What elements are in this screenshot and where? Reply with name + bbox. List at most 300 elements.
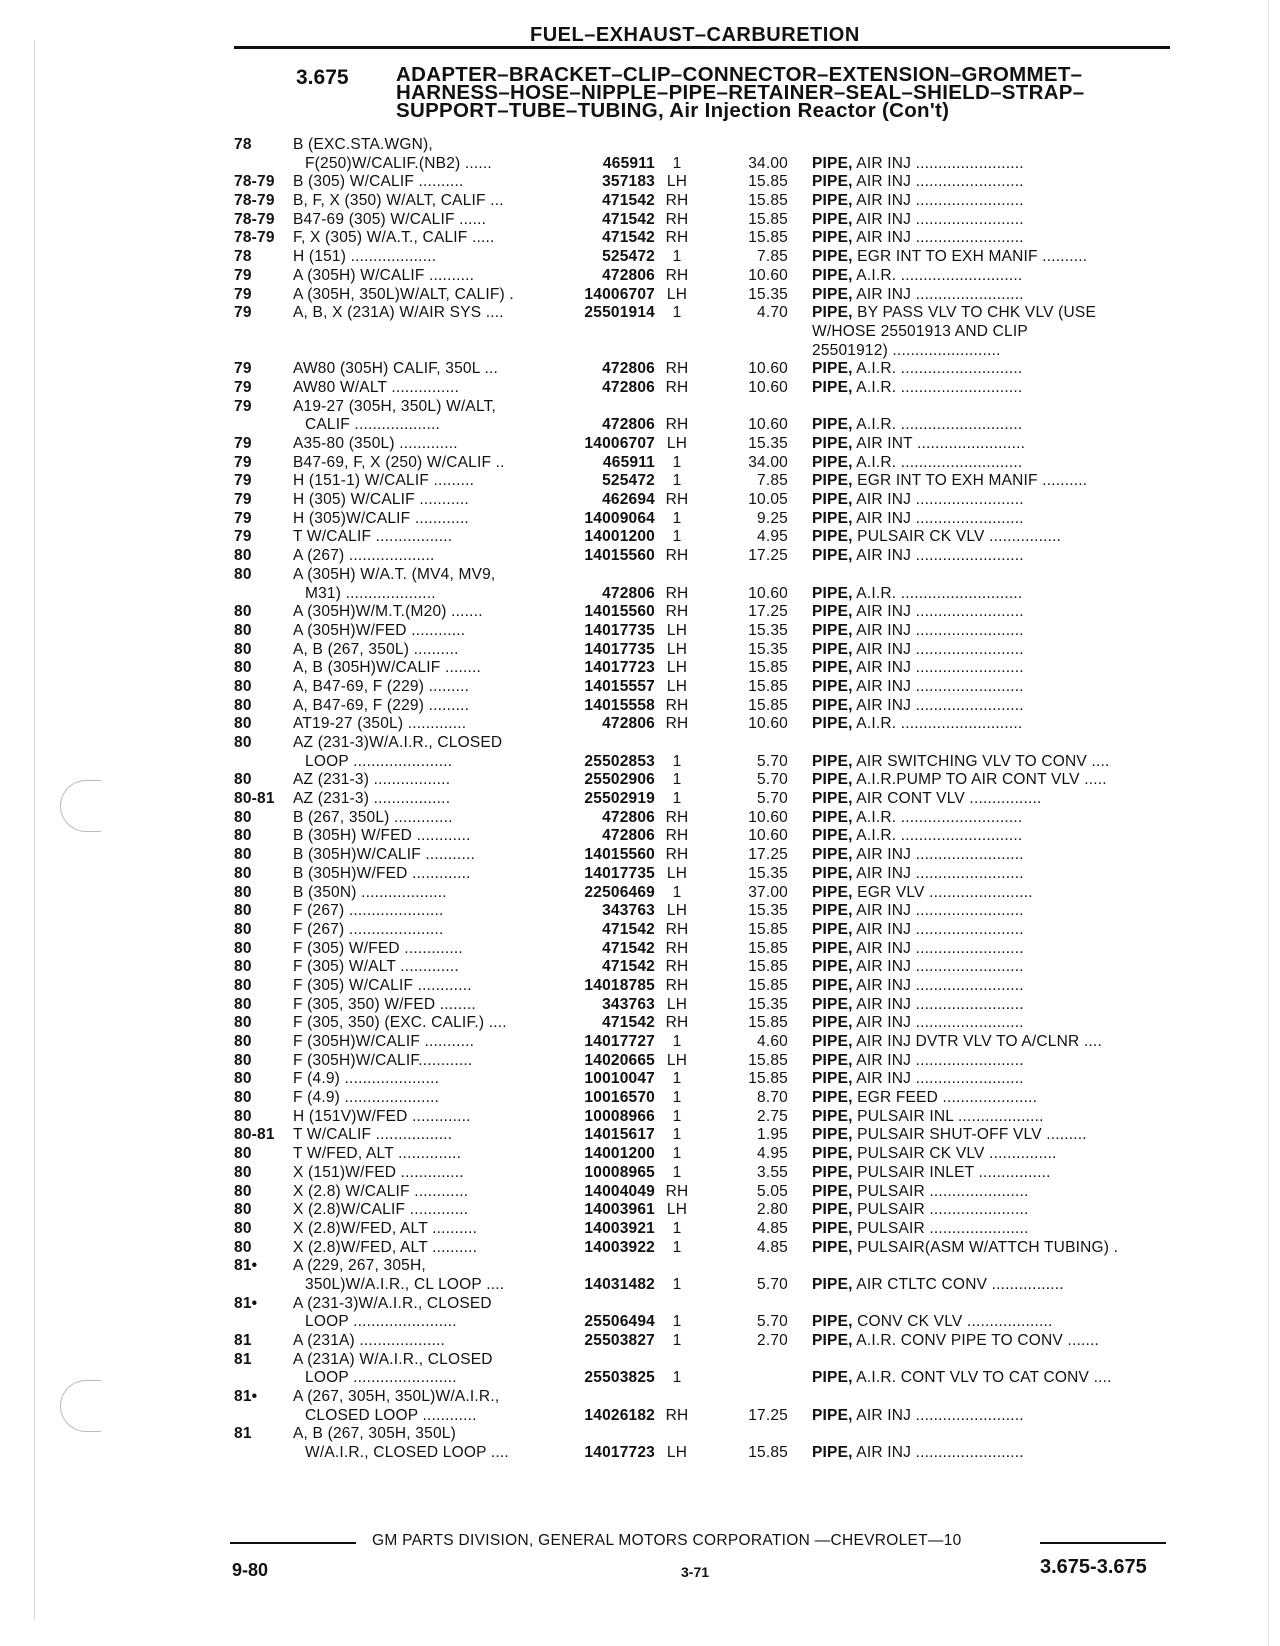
quantity: RH bbox=[665, 547, 689, 565]
description bbox=[812, 659, 1172, 678]
model-year: 80 bbox=[234, 920, 252, 938]
application: LOOP ....................... bbox=[305, 1369, 457, 1387]
table-row bbox=[0, 398, 1280, 417]
price: 15.85 bbox=[748, 958, 788, 976]
model-year: 79 bbox=[234, 360, 252, 378]
description bbox=[812, 1313, 1172, 1332]
description bbox=[812, 528, 1172, 547]
description-noun: PIPE, bbox=[812, 378, 853, 396]
application: H (305)W/CALIF ............ bbox=[293, 509, 469, 527]
description-noun: PIPE, bbox=[812, 1444, 853, 1462]
part-number: 22506469 bbox=[584, 883, 655, 901]
model-year: 80 bbox=[234, 1238, 252, 1256]
part-number: 25502919 bbox=[584, 790, 655, 808]
quantity: 1 bbox=[672, 1238, 682, 1256]
part-number: 14015560 bbox=[584, 846, 655, 864]
part-number: 10016570 bbox=[584, 1089, 655, 1107]
price: 5.05 bbox=[757, 1182, 788, 1200]
description-noun: PIPE, bbox=[812, 696, 853, 714]
model-year: 80 bbox=[234, 939, 252, 957]
quantity: RH bbox=[665, 846, 689, 864]
table-row bbox=[0, 1388, 1280, 1407]
application: A (305H)W/M.T.(M20) ....... bbox=[293, 603, 483, 621]
description-noun: PIPE, bbox=[812, 995, 853, 1013]
price: 3.55 bbox=[757, 1163, 788, 1181]
footer-publisher: GM PARTS DIVISION, GENERAL MOTORS CORPORATION —CHEVROLET—10 bbox=[372, 1532, 962, 1549]
description bbox=[812, 1126, 1172, 1145]
description bbox=[812, 304, 1172, 323]
model-year: 78 bbox=[234, 248, 252, 266]
table-row bbox=[0, 1183, 1280, 1202]
application: A (231-3)W/A.I.R., CLOSED bbox=[293, 1294, 492, 1312]
description-noun: PIPE, bbox=[812, 1369, 853, 1387]
table-row bbox=[0, 1164, 1280, 1183]
quantity: 1 bbox=[672, 304, 682, 322]
description-text: PULSAIR ...................... bbox=[857, 1201, 1029, 1219]
footer-page-number: 3-71 bbox=[681, 1564, 710, 1580]
header-rule bbox=[234, 46, 1170, 49]
table-row bbox=[0, 753, 1280, 772]
description-text: AIR INJ ........................ bbox=[856, 846, 1024, 864]
application: B47-69, F, X (250) W/CALIF .. bbox=[293, 453, 505, 471]
table-row bbox=[0, 435, 1280, 454]
description-noun: PIPE, bbox=[812, 790, 853, 808]
description bbox=[812, 435, 1172, 454]
description-noun: PIPE, bbox=[812, 304, 853, 322]
model-year: 79 bbox=[234, 472, 252, 490]
description bbox=[812, 921, 1172, 940]
description-noun: PIPE, bbox=[812, 584, 853, 602]
part-number: 25502853 bbox=[584, 752, 655, 770]
quantity: 1 bbox=[672, 1145, 682, 1163]
model-year: 80-81 bbox=[234, 790, 275, 808]
table-row bbox=[0, 827, 1280, 846]
description bbox=[812, 827, 1172, 846]
description bbox=[812, 1108, 1172, 1127]
model-year: 79 bbox=[234, 285, 252, 303]
part-number: 525472 bbox=[602, 472, 655, 490]
description-text: EGR INT TO EXH MANIF .......... bbox=[857, 472, 1088, 490]
application: F, X (305) W/A.T., CALIF ..... bbox=[293, 229, 495, 247]
model-year: 80 bbox=[234, 827, 252, 845]
model-year: 81 bbox=[234, 1332, 252, 1349]
description bbox=[812, 1033, 1172, 1052]
quantity: RH bbox=[665, 603, 689, 621]
table-row bbox=[0, 304, 1280, 323]
description-text: A.I.R. ........................... bbox=[856, 715, 1023, 733]
quantity: RH bbox=[665, 1014, 689, 1032]
description bbox=[812, 1145, 1172, 1164]
model-year: 79 bbox=[234, 304, 252, 322]
description-noun: PIPE, bbox=[812, 976, 853, 994]
description bbox=[812, 977, 1172, 996]
description-text: AIR INJ ........................ bbox=[856, 995, 1024, 1013]
description bbox=[812, 1407, 1172, 1426]
quantity: RH bbox=[665, 210, 689, 228]
description-text: AIR CTLTC CONV ................ bbox=[856, 1275, 1064, 1293]
part-number: 471542 bbox=[602, 229, 655, 247]
application: T W/CALIF ................. bbox=[293, 1126, 453, 1144]
price: 5.70 bbox=[757, 1313, 788, 1331]
price: 10.05 bbox=[748, 491, 788, 509]
table-row bbox=[0, 454, 1280, 473]
table-row bbox=[0, 547, 1280, 566]
part-number: 472806 bbox=[602, 416, 655, 434]
application: A (305H)W/FED ............ bbox=[293, 621, 466, 639]
description-noun: PIPE, bbox=[812, 808, 853, 826]
application: B (350N) ................... bbox=[293, 883, 447, 901]
table-row bbox=[0, 1145, 1280, 1164]
price: 15.85 bbox=[748, 939, 788, 957]
model-year: 78-79 bbox=[234, 229, 275, 247]
price: 8.70 bbox=[757, 1089, 788, 1107]
description-text: AIR INJ ........................ bbox=[856, 621, 1024, 639]
application: A, B47-69, F (229) ......... bbox=[293, 677, 470, 695]
price: 4.85 bbox=[757, 1238, 788, 1256]
part-number: 14017723 bbox=[584, 659, 655, 677]
table-row bbox=[0, 865, 1280, 884]
description-text: AIR INJ ........................ bbox=[856, 1444, 1024, 1462]
application: H (151) ................... bbox=[293, 248, 437, 266]
part-number: 471542 bbox=[602, 939, 655, 957]
price: 2.80 bbox=[757, 1201, 788, 1219]
table-row bbox=[0, 1126, 1280, 1145]
description-noun: PIPE, bbox=[812, 1089, 853, 1107]
description bbox=[812, 603, 1172, 622]
quantity: RH bbox=[665, 808, 689, 826]
application: A, B (305H)W/CALIF ........ bbox=[293, 659, 481, 677]
application: T W/CALIF ................. bbox=[293, 528, 453, 546]
part-number: 472806 bbox=[602, 266, 655, 284]
quantity: RH bbox=[665, 827, 689, 845]
quantity: RH bbox=[665, 976, 689, 994]
quantity: RH bbox=[665, 491, 689, 509]
description-noun: PIPE, bbox=[812, 1163, 853, 1181]
quantity: 1 bbox=[672, 1126, 682, 1144]
description-noun: PIPE, bbox=[812, 640, 853, 658]
description bbox=[812, 1070, 1172, 1089]
description bbox=[812, 1239, 1172, 1258]
section-title: ADAPTER–BRACKET–CLIP–CONNECTOR–EXTENSION–GROMMET–HARNESS–HOSE–NIPPLE–PIPE–RETAINER–SEAL–SHIELD–STRAP–SUPPORT–TUBE–TUBING, Air Injection Reactor (Con't) bbox=[396, 63, 1085, 122]
model-year: 80 bbox=[234, 1089, 252, 1107]
description-noun: PIPE, bbox=[812, 509, 853, 527]
part-number: 14004049 bbox=[584, 1182, 655, 1200]
model-year: 81• bbox=[234, 1257, 258, 1275]
quantity: 1 bbox=[672, 1089, 682, 1107]
description-text: AIR INJ DVTR VLV TO A/CLNR .... bbox=[856, 1033, 1102, 1050]
part-number: 14017727 bbox=[584, 1033, 655, 1050]
model-year: 79 bbox=[234, 435, 252, 452]
table-row bbox=[0, 229, 1280, 248]
description-text: AIR INJ ........................ bbox=[856, 173, 1024, 191]
price: 15.85 bbox=[748, 1051, 788, 1069]
quantity: RH bbox=[665, 939, 689, 957]
description bbox=[812, 585, 1172, 604]
quantity: RH bbox=[665, 266, 689, 284]
application: A (305H) W/CALIF .......... bbox=[293, 266, 475, 284]
footer-date: 9-80 bbox=[232, 1560, 269, 1580]
application: B (267, 350L) ............. bbox=[293, 808, 453, 826]
application: A, B47-69, F (229) ......... bbox=[293, 696, 470, 714]
price: 17.25 bbox=[748, 603, 788, 621]
quantity: RH bbox=[665, 192, 689, 210]
description bbox=[812, 1052, 1172, 1071]
price: 10.60 bbox=[748, 827, 788, 845]
description-text: PULSAIR INL ................... bbox=[857, 1107, 1044, 1125]
table-row bbox=[0, 622, 1280, 641]
description-text: AIR INJ ........................ bbox=[856, 210, 1024, 228]
description-noun: PIPE, bbox=[812, 827, 853, 845]
part-number: 10010047 bbox=[584, 1070, 655, 1088]
quantity: 1 bbox=[672, 771, 682, 789]
part-number: 25506494 bbox=[584, 1313, 655, 1331]
description bbox=[812, 678, 1172, 697]
quantity: RH bbox=[665, 1406, 689, 1424]
application: F (305H)W/CALIF ........... bbox=[293, 1033, 475, 1050]
description-text: AIR INJ ........................ bbox=[856, 1070, 1024, 1088]
model-year: 80 bbox=[234, 1201, 252, 1219]
description-noun: PIPE, bbox=[812, 360, 853, 378]
description-text: A.I.R. CONT VLV TO CAT CONV .... bbox=[856, 1369, 1112, 1387]
table-row bbox=[0, 1407, 1280, 1426]
description bbox=[812, 1444, 1172, 1463]
description bbox=[812, 697, 1172, 716]
model-year: 78 bbox=[234, 136, 252, 153]
table-row bbox=[0, 1052, 1280, 1071]
part-number: 14018785 bbox=[584, 976, 655, 994]
model-year: 79 bbox=[234, 397, 252, 415]
table-row bbox=[0, 416, 1280, 435]
model-year: 80 bbox=[234, 883, 252, 901]
model-year: 80 bbox=[234, 846, 252, 864]
description bbox=[812, 809, 1172, 828]
description-noun: PIPE, bbox=[812, 285, 853, 303]
quantity: 1 bbox=[672, 883, 682, 901]
price: 15.35 bbox=[748, 285, 788, 303]
quantity: LH bbox=[666, 677, 688, 695]
part-number: 465911 bbox=[602, 154, 655, 172]
table-row bbox=[0, 1332, 1280, 1351]
description-noun: PIPE, bbox=[812, 491, 853, 509]
application: F (267) ..................... bbox=[293, 902, 444, 920]
description bbox=[812, 1164, 1172, 1183]
application: B, F, X (350) W/ALT, CALIF ... bbox=[293, 192, 504, 210]
description-noun: PIPE, bbox=[812, 547, 853, 565]
description-noun: PIPE, bbox=[812, 1201, 853, 1219]
description bbox=[812, 155, 1172, 174]
quantity: RH bbox=[665, 958, 689, 976]
table-row bbox=[0, 1276, 1280, 1295]
model-year: 80 bbox=[234, 1145, 252, 1163]
quantity: 1 bbox=[672, 154, 682, 172]
model-year: 80 bbox=[234, 677, 252, 695]
description-noun: PIPE, bbox=[812, 1219, 853, 1237]
description-noun: PIPE, bbox=[812, 1107, 853, 1125]
price: 5.70 bbox=[757, 752, 788, 770]
application: A (267) ................... bbox=[293, 547, 435, 565]
table-row bbox=[0, 173, 1280, 192]
application: X (151)W/FED .............. bbox=[293, 1163, 464, 1181]
application: X (2.8)W/FED, ALT .......... bbox=[293, 1238, 478, 1256]
price: 2.70 bbox=[757, 1332, 788, 1349]
price: 15.35 bbox=[748, 864, 788, 882]
description-noun: PIPE, bbox=[812, 958, 853, 976]
footer-rule-left bbox=[230, 1542, 356, 1544]
application: A (229, 267, 305H, bbox=[293, 1257, 426, 1275]
application: LOOP ...................... bbox=[305, 752, 453, 770]
quantity: 1 bbox=[672, 752, 682, 770]
model-year: 80 bbox=[234, 1163, 252, 1181]
application: A (231A) W/A.I.R., CLOSED bbox=[293, 1350, 493, 1368]
application: B (305) W/CALIF .......... bbox=[293, 173, 464, 191]
part-number: 343763 bbox=[602, 995, 655, 1013]
part-number: 471542 bbox=[602, 920, 655, 938]
application: F (305) W/ALT ............. bbox=[293, 958, 459, 976]
description-text: A.I.R. ........................... bbox=[856, 584, 1023, 602]
price: 9.25 bbox=[757, 509, 788, 527]
description-noun: PIPE, bbox=[812, 266, 853, 284]
part-number: 472806 bbox=[602, 378, 655, 396]
part-number: 14006707 bbox=[584, 285, 655, 303]
application: H (151-1) W/CALIF ......... bbox=[293, 472, 475, 490]
table-row bbox=[0, 1220, 1280, 1239]
description-text: PULSAIR(ASM W/ATTCH TUBING) . bbox=[857, 1238, 1119, 1256]
description-noun: PIPE, bbox=[812, 846, 853, 864]
application: W/A.I.R., CLOSED LOOP .... bbox=[305, 1444, 509, 1462]
table-row bbox=[0, 211, 1280, 230]
application: M31) .................... bbox=[305, 584, 436, 602]
description bbox=[812, 510, 1172, 529]
description-text: AIR SWITCHING VLV TO CONV .... bbox=[856, 752, 1110, 770]
model-year: 81• bbox=[234, 1294, 258, 1312]
quantity: LH bbox=[666, 173, 688, 191]
description bbox=[812, 790, 1172, 809]
table-row bbox=[0, 1313, 1280, 1332]
part-number: 14015560 bbox=[584, 547, 655, 565]
description-noun: PIPE, bbox=[812, 1051, 853, 1069]
table-row bbox=[0, 1201, 1280, 1220]
price: 15.35 bbox=[748, 640, 788, 658]
description-text: AIR INJ ........................ bbox=[856, 1406, 1024, 1424]
description-text: PULSAIR CK VLV ............... bbox=[857, 1145, 1057, 1163]
model-year: 80 bbox=[234, 1070, 252, 1088]
application: F (267) ..................... bbox=[293, 920, 444, 938]
application: F (4.9) ..................... bbox=[293, 1089, 440, 1107]
price: 15.85 bbox=[748, 696, 788, 714]
price: 34.00 bbox=[748, 154, 788, 172]
table-row bbox=[0, 846, 1280, 865]
model-year: 80 bbox=[234, 902, 252, 920]
description bbox=[812, 1369, 1172, 1388]
application: F (305, 350) (EXC. CALIF.) .... bbox=[293, 1014, 507, 1032]
table-row bbox=[0, 1070, 1280, 1089]
quantity: RH bbox=[665, 229, 689, 247]
description-text: AIR INT ........................ bbox=[856, 435, 1026, 452]
description-text: AIR INJ ........................ bbox=[856, 939, 1024, 957]
model-year: 81 bbox=[234, 1425, 252, 1443]
description-noun: PIPE, bbox=[812, 715, 853, 733]
part-number: 14003922 bbox=[584, 1238, 655, 1256]
quantity: 1 bbox=[672, 1033, 682, 1050]
footer-section-range: 3.675-3.675 bbox=[1040, 1556, 1147, 1578]
description bbox=[812, 1014, 1172, 1033]
model-year: 78-79 bbox=[234, 173, 275, 191]
description-text: A.I.R. ........................... bbox=[856, 266, 1023, 284]
description-noun: PIPE, bbox=[812, 1033, 853, 1050]
price: 37.00 bbox=[748, 883, 788, 901]
model-year: 80 bbox=[234, 715, 252, 733]
description bbox=[812, 1201, 1172, 1220]
price: 4.85 bbox=[757, 1219, 788, 1237]
part-number: 14031482 bbox=[584, 1275, 655, 1293]
description-noun: PIPE, bbox=[812, 677, 853, 695]
model-year: 80 bbox=[234, 1014, 252, 1032]
price: 10.60 bbox=[748, 808, 788, 826]
table-row bbox=[0, 1239, 1280, 1258]
description bbox=[812, 286, 1172, 305]
description bbox=[812, 1276, 1172, 1295]
description-text: AIR INJ ........................ bbox=[856, 976, 1024, 994]
application: AZ (231-3) ................. bbox=[293, 771, 451, 789]
table-row bbox=[0, 977, 1280, 996]
table-row bbox=[0, 996, 1280, 1015]
application: CLOSED LOOP ............ bbox=[305, 1406, 477, 1424]
model-year: 81• bbox=[234, 1388, 258, 1406]
application: B47-69 (305) W/CALIF ...... bbox=[293, 210, 487, 228]
application: AT19-27 (350L) ............. bbox=[293, 715, 467, 733]
part-number: 14026182 bbox=[584, 1406, 655, 1424]
quantity: 1 bbox=[672, 1369, 682, 1387]
model-year: 80 bbox=[234, 808, 252, 826]
model-year: 80 bbox=[234, 547, 252, 565]
description-noun: PIPE, bbox=[812, 528, 853, 546]
application: H (305) W/CALIF ........... bbox=[293, 491, 469, 509]
price: 2.75 bbox=[757, 1107, 788, 1125]
description-text: A.I.R. ........................... bbox=[856, 453, 1023, 471]
part-number: 472806 bbox=[602, 584, 655, 602]
price: 10.60 bbox=[748, 416, 788, 434]
description bbox=[812, 865, 1172, 884]
part-number: 14006707 bbox=[584, 435, 655, 452]
part-number: 14015560 bbox=[584, 603, 655, 621]
model-year: 80 bbox=[234, 659, 252, 677]
description-noun: PIPE, bbox=[812, 210, 853, 228]
application: A, B, X (231A) W/AIR SYS .... bbox=[293, 304, 504, 322]
description-noun: PIPE, bbox=[812, 752, 853, 770]
model-year: 80 bbox=[234, 864, 252, 882]
table-row bbox=[0, 678, 1280, 697]
quantity: 1 bbox=[672, 1219, 682, 1237]
price: 5.70 bbox=[757, 771, 788, 789]
price: 10.60 bbox=[748, 266, 788, 284]
model-year: 78-79 bbox=[234, 210, 275, 228]
part-number: 357183 bbox=[602, 173, 655, 191]
description-noun: PIPE, bbox=[812, 248, 853, 266]
price: 15.85 bbox=[748, 1014, 788, 1032]
table-row bbox=[0, 1033, 1280, 1052]
table-row bbox=[0, 940, 1280, 959]
description-noun: PIPE, bbox=[812, 1070, 853, 1088]
section-number: 3.675 bbox=[296, 66, 349, 89]
table-row bbox=[0, 1089, 1280, 1108]
application: A35-80 (350L) ............. bbox=[293, 435, 458, 452]
part-number: 472806 bbox=[602, 715, 655, 733]
model-year: 80 bbox=[234, 958, 252, 976]
description-text: BY PASS VLV TO CHK VLV (USE bbox=[857, 304, 1097, 322]
description bbox=[812, 454, 1172, 473]
application: F (4.9) ..................... bbox=[293, 1070, 440, 1088]
description-noun: PIPE, bbox=[812, 883, 853, 901]
